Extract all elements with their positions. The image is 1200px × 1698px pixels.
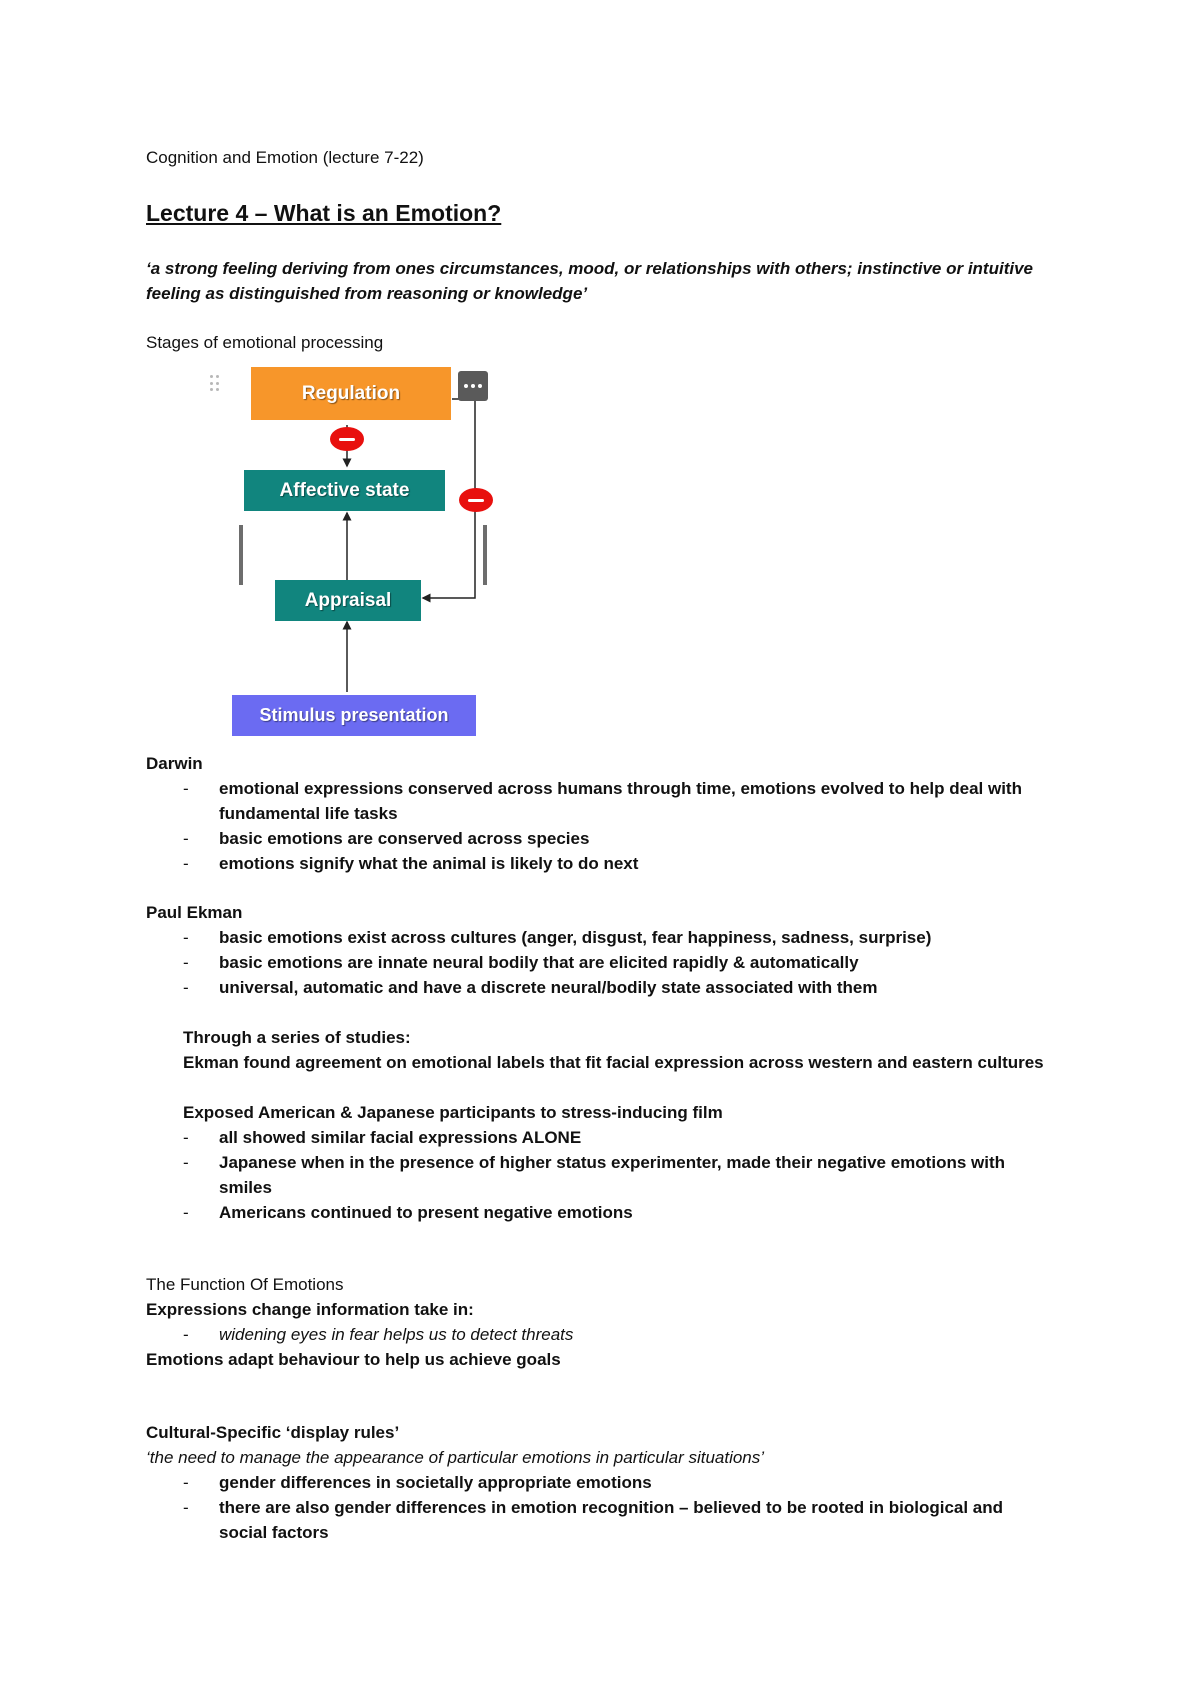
studies-line-1: Through a series of studies: (183, 1028, 411, 1047)
bullet-dash: - (183, 953, 189, 972)
lecture-title: Lecture 4 – What is an Emotion? (146, 200, 502, 226)
bullet-dash: - (183, 1473, 189, 1492)
appraisal-box: Appraisal (275, 580, 421, 621)
ekman-bullet-2: basic emotions are innate neural bodily that are elicited rapidly & automatically (219, 953, 859, 972)
function-line-1: Expressions change information take in: (146, 1300, 474, 1319)
diagram-connectors (0, 0, 1200, 760)
bullet-dash: - (183, 1498, 189, 1517)
bullet-dash: - (183, 928, 189, 947)
display-rules-bullet-2-cont: social factors (219, 1523, 329, 1542)
darwin-bullet-3: emotions signify what the animal is likely to do next (219, 854, 639, 873)
bullet-dash: - (183, 978, 189, 997)
bullet-dash: - (183, 854, 189, 873)
bullet-dash: - (183, 1128, 189, 1147)
display-rules-definition: ‘the need to manage the appearance of particular emotions in particular situations’ (146, 1448, 765, 1467)
regulation-box: Regulation (251, 367, 451, 420)
darwin-bullet-2: basic emotions are conserved across species (219, 829, 590, 848)
definition-line-1: ‘a strong feeling deriving from ones circumstances, mood, or relationships with others; instinctive or intuitive (146, 259, 1033, 278)
bullet-dash: - (183, 1153, 189, 1172)
affective-state-box: Affective state (244, 470, 445, 511)
studies-line-2: Ekman found agreement on emotional labels that fit facial expression across western and eastern cultures (183, 1053, 1044, 1072)
inhibit-icon-right (459, 488, 493, 512)
exposed-bullet-1: all showed similar facial expressions ALONE (219, 1128, 582, 1147)
ekman-bullet-3: universal, automatic and have a discrete neural/bodily state associated with them (219, 978, 878, 997)
bullet-dash: - (183, 779, 189, 798)
function-bullet: widening eyes in fear helps us to detect threats (219, 1325, 574, 1344)
display-rules-bullet-2: there are also gender differences in emotion recognition – believed to be rooted in biological and (219, 1498, 1004, 1517)
darwin-bullet-1-cont: fundamental life tasks (219, 804, 398, 823)
display-rules-bullet-1: gender differences in societally appropriate emotions (219, 1473, 652, 1492)
exposed-line: Exposed American & Japanese participants to stress-inducing film (183, 1103, 723, 1122)
definition-line-2: feeling as distinguished from reasoning or knowledge’ (146, 284, 588, 303)
bullet-dash: - (183, 829, 189, 848)
drag-handle-icon[interactable] (210, 375, 220, 393)
function-heading: The Function Of Emotions (146, 1275, 344, 1294)
ekman-bullet-1: basic emotions exist across cultures (anger, disgust, fear happiness, sadness, surprise) (219, 928, 932, 947)
stimulus-box: Stimulus presentation (232, 695, 476, 736)
exposed-bullet-2: Japanese when in the presence of higher status experimenter, made their negative emotions with (219, 1153, 1006, 1172)
more-options-icon[interactable] (458, 371, 488, 401)
exposed-bullet-2-cont: smiles (219, 1178, 272, 1197)
inhibit-icon (330, 427, 364, 451)
exposed-bullet-3: Americans continued to present negative emotions (219, 1203, 633, 1222)
darwin-bullet-1: emotional expressions conserved across humans through time, emotions evolved to help deal with (219, 779, 1022, 798)
selection-handle-right[interactable] (483, 525, 487, 585)
selection-handle-left[interactable] (239, 525, 243, 585)
display-rules-heading: Cultural-Specific ‘display rules’ (146, 1423, 400, 1442)
bullet-dash: - (183, 1203, 189, 1222)
ekman-heading: Paul Ekman (146, 903, 243, 922)
bullet-dash: - (183, 1325, 189, 1344)
darwin-heading: Darwin (146, 754, 203, 773)
course-title: Cognition and Emotion (lecture 7-22) (146, 148, 424, 167)
stages-heading: Stages of emotional processing (146, 333, 384, 352)
function-line-2: Emotions adapt behaviour to help us achieve goals (146, 1350, 561, 1369)
